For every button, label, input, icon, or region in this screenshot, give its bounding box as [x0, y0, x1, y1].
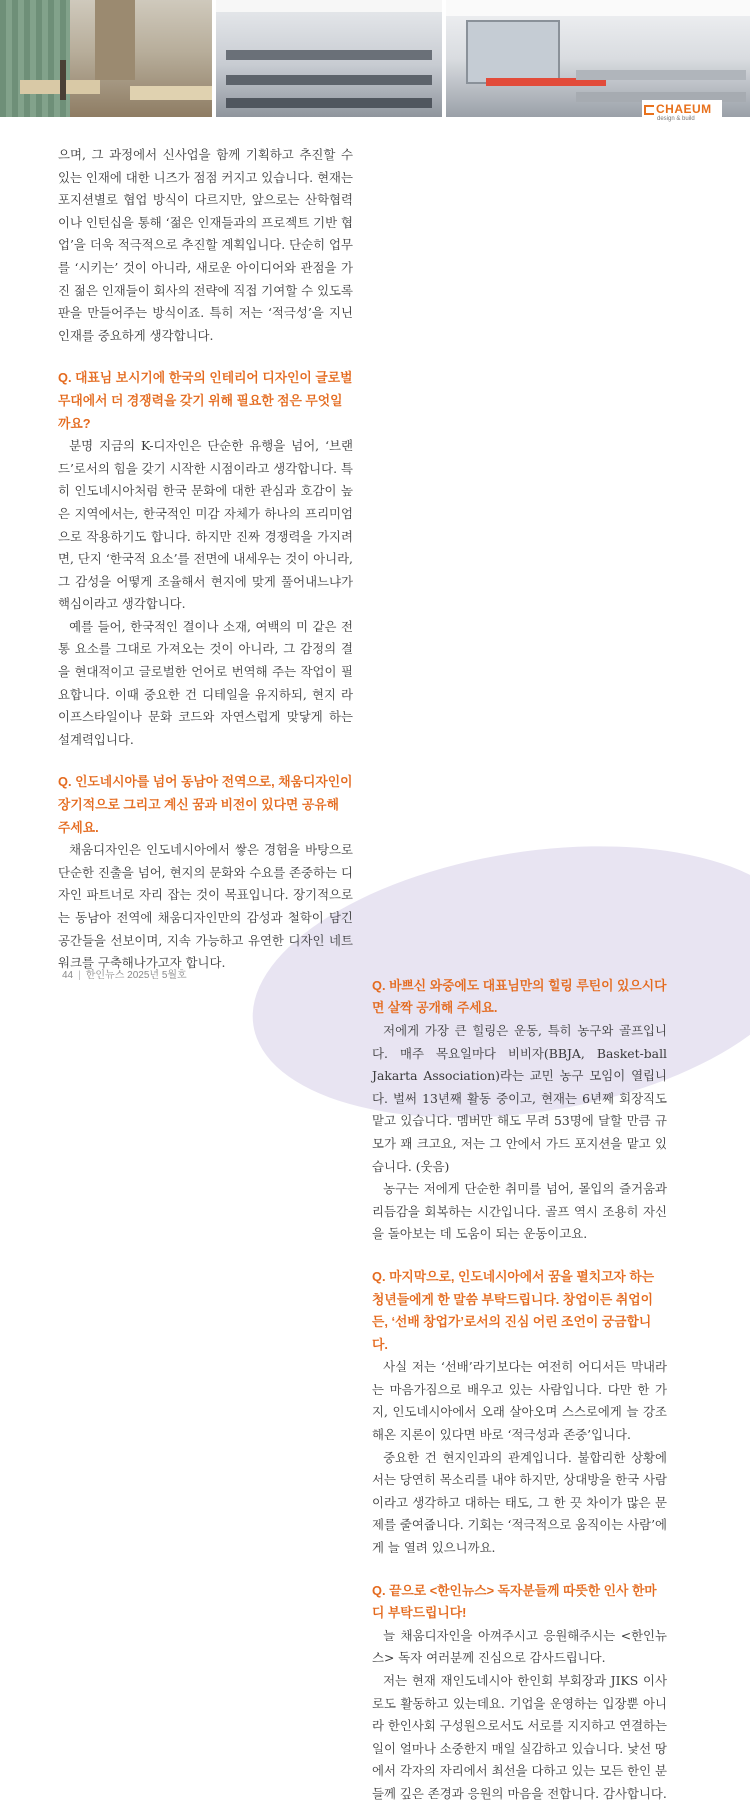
interview-question: Q. 바쁘신 와중에도 대표님만의 힐링 루틴이 있으시다면 살짝 공개해 주세요.	[372, 977, 667, 1016]
answer-paragraph: 분명 지금의 K-디자인은 단순한 유행을 넘어, ‘브랜드’로서의 힘을 갖기 시작한 시점이라고 생각합니다. 특히 인도네시아처럼 한국 문화에 대한 관심과 호감이 높은 지역에서는, 한국적인 미감 자체가 하나의 프리미엄으로 작용하기도 합니다. 하지만 진짜 경쟁력을 가지려면, 단지 ‘한국적 요소’를 전면에 내세우는 것이 아니라, 그 감성을 어떻게 조율해서 현지에 맞게 풀어내느냐가 핵심이라고 생각합니다.	[58, 438, 353, 612]
office-lounge-photo	[0, 0, 212, 117]
logo-mark-icon	[644, 105, 654, 115]
answer-paragraph: 저에게 가장 큰 힐링은 운동, 특히 농구와 골프입니다. 매주 목요일마다 비비자(BBJA, Basket-ball Jakarta Association)라는 교민 농구 모임이 열립니다. 벌써 13년째 활동 중이고, 현재는 6년째 회장직도 맡고 있습니다. 멤버만 해도 무려 53명에 달할 만큼 규모가 꽤 크고요, 저는 그 안에서 가드 포지션을 맡고 있습니다. (웃음)	[372, 1022, 667, 1174]
logo-name: CHAEUM	[656, 102, 712, 116]
interview-question: Q. 마지막으로, 인도네시아에서 꿈을 펼치고자 하는 청년들에게 한 말씀 부탁드립니다. 창업이든 취업이든, ‘선배 창업가’로서의 진심 어린 조언이 궁금합니다.	[372, 1268, 655, 1352]
interview-question: Q. 인도네시아를 넘어 동남아 전역으로, 채움디자인이 장기적으로 그리고 계신 꿈과 비전이 있다면 공유해 주세요.	[58, 774, 353, 835]
page-number: 44	[62, 970, 74, 981]
interview-question: Q. 끝으로 <한인뉴스> 독자분들께 따뜻한 인사 한마디 부탁드립니다!	[372, 1582, 657, 1621]
publication-name: 한인뉴스 2025년 5월호	[85, 970, 187, 981]
answer-paragraph: 채움디자인은 인도네시아에서 쌓은 경험을 바탕으로 단순한 진출을 넘어, 현지의 문화와 수요를 존중하는 디자인 파트너로 자리 잡는 것이 목표입니다. 장기적으로는 동남아 전역에 채움디자인만의 감성과 철학이 담긴 공간들을 선보이며, 지속 가능하고 유연한 디자인 네트워크를 구축해나가고자 합니다.	[58, 842, 353, 971]
answer-paragraph: 저는 현재 재인도네시아 한인회 부회장과 JIKS 이사로도 활동하고 있는데요. 기업을 운영하는 입장뿐 아니라 한인사회 구성원으로서도 서로를 지지하고 연결하는 일이 얼마나 소중한지 매일 실감하고 있습니다. 낯선 땅에서 각자의 자리에서 최선을 다하고 있는 모든 한인 분들께 깊은 존경과 응원의 마음을 전합니다. 감사합니다.	[372, 1673, 667, 1801]
logo-tagline: design & build	[657, 116, 695, 122]
answer-paragraph: 예를 들어, 한국적인 결이나 소재, 여백의 미 같은 전통 요소를 그대로 가져오는 것이 아니라, 그 감정의 결을 현대적이고 글로벌한 언어로 번역해 주는 작업이 필요합니다. 이때 중요한 건 디테일을 유지하되, 현지 라이프스타일이나 문화 코드와 자연스럽게 맞닿게 하는 설계력입니다.	[58, 618, 353, 747]
interview-question: Q. 대표님 보시기에 한국의 인테리어 디자인이 글로벌 무대에서 더 경쟁력을 갖기 위해 필요한 점은 무엇일까요?	[58, 370, 353, 431]
page-footer: 44 | 한인뉴스 2025년 5월호	[62, 970, 187, 981]
answer-paragraph: 으며, 그 과정에서 신사업을 함께 기획하고 추진할 수 있는 인재에 대한 니즈가 점점 커지고 있습니다. 현재는 포지션별로 협업 방식이 다르지만, 앞으로는 산학협력이나 인턴십을 통해 ‘젊은 인재들과의 프로젝트 기반 협업’을 더욱 적극적으로 추진할 계획입니다. 단순히 업무를 ‘시키는’ 것이 아니라, 새로운 아이디어와 관점을 가진 젊은 인재들이 회사의 전략에 직접 기여할 수 있도록 판을 만들어주는 방식이죠. 특히 저는 ‘적극성’을 지닌 인재를 중요하게 생각합니다.	[58, 147, 353, 343]
header-photo-strip	[0, 0, 750, 117]
article-left-column	[58, 144, 353, 975]
open-office-photo	[216, 0, 442, 117]
answer-paragraph: 사실 저는 ‘선배’라기보다는 여전히 어디서든 막내라는 마음가짐으로 배우고 있는 사람입니다. 다만 한 가지, 인도네시아에서 오래 살아오며 스스로에게 늘 강조해온 지론이 있다면 바로 ‘적극성과 존중’입니다.	[372, 1359, 667, 1443]
article-right-column	[372, 975, 667, 1806]
answer-paragraph: 늘 채움디자인을 아껴주시고 응원해주시는 <한인뉴스> 독자 여러분께 진심으로 감사드립니다.	[372, 1627, 667, 1666]
answer-paragraph: 중요한 건 현지인과의 관계입니다. 불합리한 상황에서는 당연히 목소리를 내야 하지만, 상대방을 한국 사람이라고 생각하고 대하는 태도, 그 한 끗 차이가 많은 문제를 줄여줍니다. 기회는 ‘적극적으로 움직이는 사람’에게 늘 열려 있으니까요.	[372, 1449, 667, 1556]
answer-paragraph: 농구는 저에게 단순한 취미를 넘어, 몰입의 즐거움과 리듬감을 회복하는 시간입니다. 골프 역시 조용히 자신을 돌아보는 데 도움이 되는 운동이고요.	[372, 1181, 667, 1242]
company-logo	[642, 100, 722, 124]
